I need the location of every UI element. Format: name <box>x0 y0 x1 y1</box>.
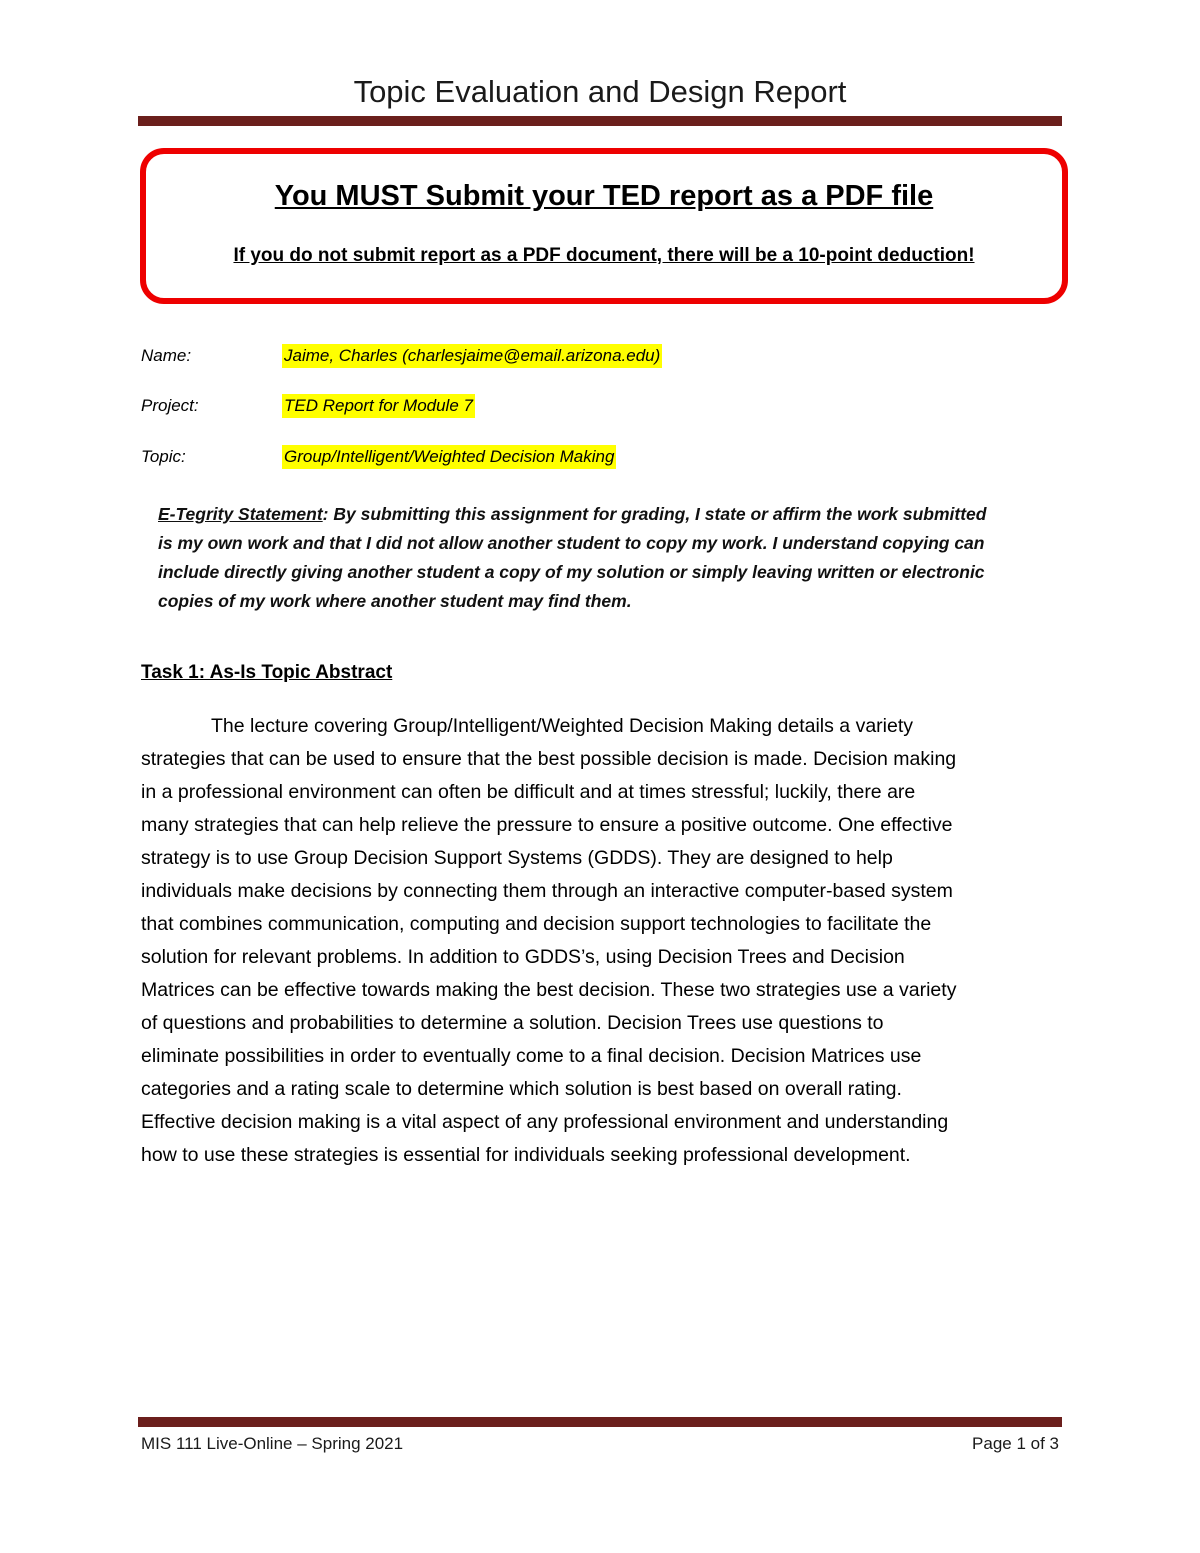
pdf-notice-box <box>140 148 1068 304</box>
name-value: Jaime, Charles (charlesjaime@email.arizona.edu) <box>282 344 662 368</box>
task-heading: Task 1: As-Is Topic Abstract <box>141 662 393 683</box>
project-label: Project: <box>141 396 199 415</box>
notice-title: You MUST Submit your TED report as a PDF file <box>274 180 934 212</box>
notice-subtitle: If you do not submit report as a PDF document, there will be a 10-point deduction! <box>233 245 975 266</box>
abstract-line: how to use these strategies is essential for individuals seeking professional development. <box>141 1144 911 1166</box>
abstract-paragraph <box>141 710 1061 1172</box>
integrity-line-2: is my own work and that I did not allow another student to copy my work. I understand copying can <box>158 533 985 553</box>
integrity-line-3: include directly giving another student a copy of my solution or simply leaving written or electronic <box>158 562 985 582</box>
abstract-line: of questions and probabilities to determine a solution. Decision Trees use questions to <box>141 1012 884 1034</box>
project-value: TED Report for Module 7 <box>282 394 475 418</box>
abstract-line: The lecture covering Group/Intelligent/Weighted Decision Making details a variety <box>211 715 913 737</box>
abstract-line: in a professional environment can often be difficult and at times stressful; luckily, there are <box>141 781 916 803</box>
integrity-line-4: copies of my work where another student may find them. <box>158 591 632 611</box>
header-divider <box>138 116 1062 126</box>
footer-page-number: Page 1 of 3 <box>972 1434 1059 1453</box>
integrity-line-1-text: : By submitting this assignment for grading, I state or affirm the work submitted <box>322 504 987 524</box>
abstract-line: individuals make decisions by connecting them through an interactive computer-based system <box>141 880 953 902</box>
integrity-line-1 <box>158 500 1058 529</box>
integrity-statement <box>158 500 1058 616</box>
topic-value: Group/Intelligent/Weighted Decision Making <box>282 445 616 469</box>
page-header-title: Topic Evaluation and Design Report <box>353 74 847 109</box>
abstract-line: strategies that can be used to ensure that the best possible decision is made. Decision making <box>141 748 957 770</box>
abstract-line: strategy is to use Group Decision Support Systems (GDDS). They are designed to help <box>141 847 893 869</box>
integrity-label: E-Tegrity Statement <box>158 504 323 524</box>
name-label: Name: <box>141 346 192 365</box>
abstract-line: Matrices can be effective towards making the best decision. These two strategies use a variety <box>141 979 957 1001</box>
abstract-line: that combines communication, computing and decision support technologies to facilitate the <box>141 913 932 935</box>
abstract-line: solution for relevant problems. In addition to GDDS’s, using Decision Trees and Decision <box>141 946 905 968</box>
footer-divider <box>138 1417 1062 1427</box>
topic-label: Topic: <box>141 447 186 466</box>
abstract-line: eliminate possibilities in order to eventually come to a final decision. Decision Matrices use <box>141 1045 922 1067</box>
abstract-line: Effective decision making is a vital aspect of any professional environment and understanding <box>141 1111 949 1133</box>
abstract-line: categories and a rating scale to determine which solution is best based on overall rating. <box>141 1078 902 1100</box>
footer-course: MIS 111 Live-Online – Spring 2021 <box>141 1434 404 1453</box>
abstract-line: many strategies that can help relieve the pressure to ensure a positive outcome. One effective <box>141 814 953 836</box>
